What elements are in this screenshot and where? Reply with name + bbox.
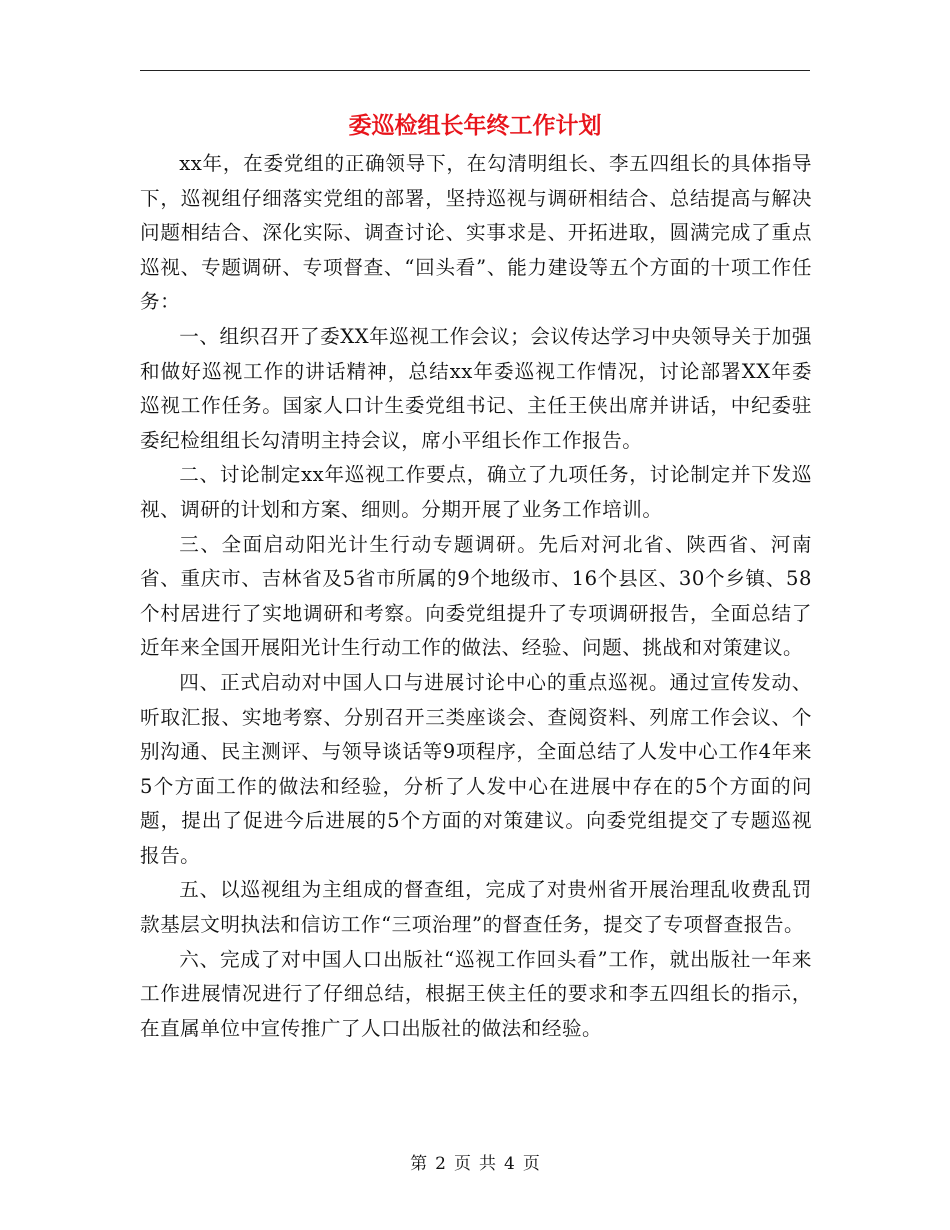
total-prefix: 共 [479,1154,496,1174]
paragraph-item-3: 三、全面启动阳光计生行动专题调研。先后对河北省、陕西省、河南省、重庆市、吉林省及5省市所属的9个地级市、16个县区、30个乡镇、58个村居进行了实地调研和考察。向委党组提升了专项调研报告，全面总结了近年来全国开展阳光计生行动工作的做法、经验、问题、挑战和对策建议。 [140,532,812,660]
header-rule [140,70,810,71]
page-unit: 页 [454,1154,471,1174]
paragraph-item-5: 五、以巡视组为主组成的督查组，完成了对贵州省开展治理乱收费乱罚款基层文明执法和信访工作“三项治理”的督查任务，提交了专项督查报告。 [140,878,812,937]
paragraph-intro: xx年，在委党组的正确领导下，在勾清明组长、李五四组长的具体指导下，巡视组仔细落实党组的部署，坚持巡视与调研相结合、总结提高与解决问题相结合、深化实际、调查讨论、实事求是、开拓进取，圆满完成了重点巡视、专题调研、专项督查、“回头看”、能力建设等五个方面的十项工作任务： [140,152,812,314]
paragraph-item-4: 四、正式启动对中国人口与进展讨论中心的重点巡视。通过宣传发动、听取汇报、实地考察、分别召开三类座谈会、查阅资料、列席工作会议、个别沟通、民主测评、与领导谈话等9项程序，全面总结了人发中心工作4年来5个方面工作的做法和经验，分析了人发中心在进展中存在的5个方面的问题，提出了促进今后进展的5个方面的对策建议。向委党组提交了专题巡视报告。 [140,670,812,867]
paragraph-item-6: 六、完成了对中国人口出版社“巡视工作回头看”工作，就出版社一年来工作进展情况进行了仔细总结，根据王侠主任的要求和李五四组长的指示，在直属单位中宣传推广了人口出版社的做法和经验。 [140,947,812,1040]
paragraph-item-1: 一、组织召开了委XX年巡视工作会议；会议传达学习中央领导关于加强和做好巡视工作的讲话精神，总结xx年委巡视工作情况，讨论部署XX年委巡视工作任务。国家人口计生委党组书记、主任王侠出席并讲话，中纪委驻委纪检组组长勾清明主持会议，席小平组长作工作报告。 [140,324,812,452]
page-footer [0,1152,950,1176]
page-total: 4 [504,1154,515,1174]
total-unit: 页 [522,1154,540,1174]
document-title: 委巡检组长年终工作计划 [348,113,602,139]
page-current: 2 [435,1154,446,1174]
paragraph-item-2: 二、讨论制定xx年巡视工作要点，确立了九项任务，讨论制定并下发巡视、调研的计划和方案、细则。分期开展了业务工作培训。 [140,463,812,521]
page-prefix: 第 [410,1154,428,1174]
document-body [140,147,812,1046]
